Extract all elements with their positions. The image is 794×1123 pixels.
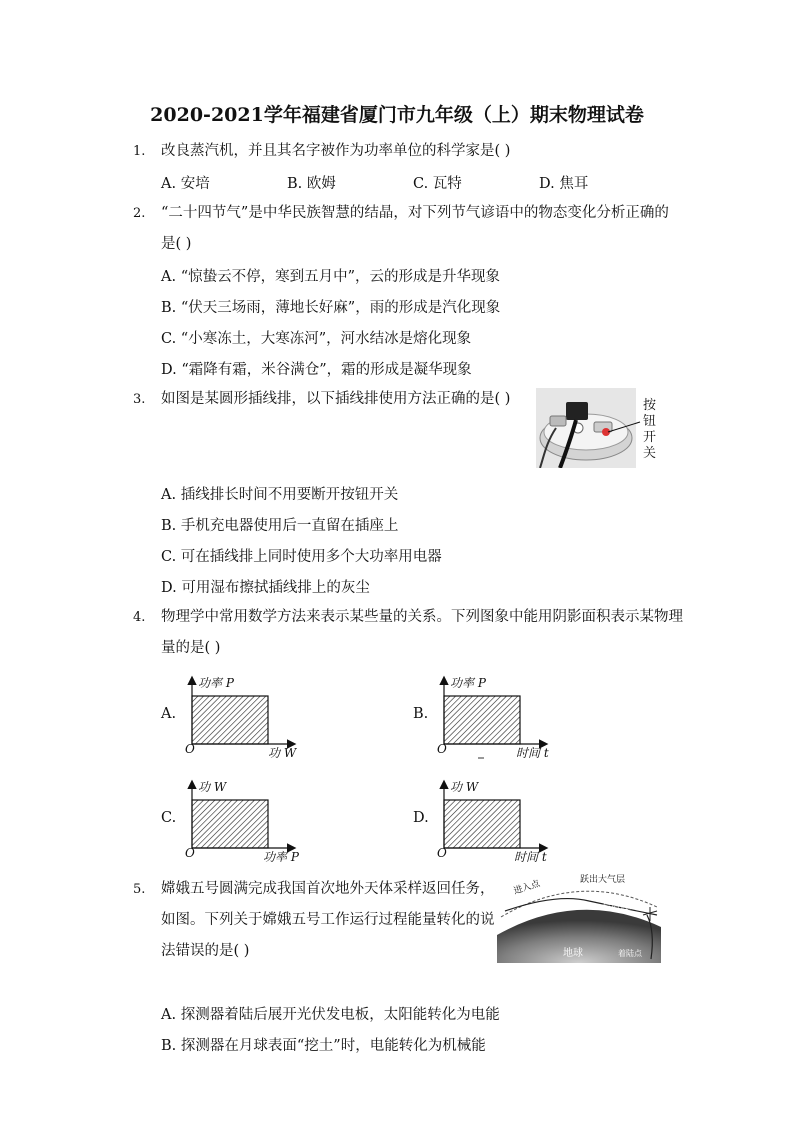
question-text: 改良蒸汽机，并且其名字被作为功率单位的科学家是( ) — [161, 143, 511, 159]
label-final-entry: 最后进入 — [602, 902, 639, 912]
question-text-line1: 物理学中常用数学方法来表示某些量的关系。下列图象中能用阴影面积表示某物理 — [161, 609, 683, 625]
graph-a-x-label: 功 W — [268, 746, 297, 760]
label-exit-atmosphere: 跃出大气层 — [580, 875, 626, 885]
graph-b-x-label: 时间 t — [516, 746, 549, 760]
option-c: C. 瓦特 — [413, 176, 462, 192]
option-d: D. 可用湿布擦拭插线排上的灰尘 — [161, 580, 370, 596]
graph-a-letter: A. — [161, 706, 177, 722]
label-bounce: 反弹 — [541, 904, 560, 914]
power-strip-image — [536, 388, 658, 468]
graph-b-origin: O — [437, 742, 447, 756]
option-c: C. “小寒冻土，大寒冻河”，河水结冰是熔化现象 — [161, 331, 472, 347]
graph-b-letter: B. — [413, 706, 429, 722]
question-number: 3. — [133, 392, 146, 407]
option-a: A. 安培 — [161, 176, 210, 192]
graph-a-origin: O — [185, 742, 195, 756]
question-text-line2: 是( ) — [161, 236, 192, 252]
graph-c-y-label: 功 W — [198, 780, 227, 794]
question-text-line1: 嫦娥五号圆满完成我国首次地外天体采样返回任务， — [161, 881, 495, 897]
label-entry-point: 进入点 — [512, 878, 542, 897]
option-b: B. 手机充电器使用后一直留在插座上 — [161, 518, 399, 534]
option-c: C. 可在插线排上同时使用多个大功率用电器 — [161, 549, 442, 565]
label-earth: 地球 — [563, 948, 583, 959]
option-a: A. 探测器着陆后展开光伏发电板，太阳能转化为电能 — [161, 1007, 500, 1023]
option-a: A. “惊蛰云不停，寒到五月中”，云的形成是升华现象 — [161, 269, 501, 285]
graph-a-y-label: 功率 P — [198, 676, 234, 690]
graph-d-origin: O — [437, 846, 447, 860]
graph-d-x-label: 时间 t — [514, 850, 547, 864]
question-text-line3: 法错误的是( ) — [161, 943, 250, 959]
option-d: D. 焦耳 — [539, 176, 589, 192]
option-b: B. 欧姆 — [287, 176, 336, 192]
option-b: B. 探测器在月球表面“挖土”时，电能转化为机械能 — [161, 1038, 486, 1054]
graph-c-x-label: 功率 P — [263, 850, 299, 864]
question-number: 5. — [133, 882, 146, 897]
question-number: 4. — [133, 610, 146, 625]
button-switch-label: 按 钮 开 关 — [643, 398, 657, 461]
question-text: 如图是某圆形插线排，以下插线排使用方法正确的是( ) — [161, 391, 511, 407]
graph-d-letter: D. — [413, 810, 429, 826]
graph-c-letter: C. — [161, 810, 177, 826]
question-text-line2: 量的是( ) — [161, 640, 221, 656]
graph-c-origin: O — [185, 846, 195, 860]
option-d: D. “霜降有霜，米谷满仓”，霜的形成是凝华现象 — [161, 362, 472, 378]
question-number: 1. — [133, 144, 146, 159]
page-title: 2020-2021学年福建省厦门市九年级（上）期末物理试卷 — [150, 104, 644, 126]
question-text-line2: 如图。下列关于嫦娥五号工作运行过程能量转化的说 — [161, 912, 495, 928]
graph-b-y-label: 功率 P — [450, 676, 486, 690]
graph-d-y-label: 功 W — [450, 780, 479, 794]
option-a: A. 插线排长时间不用要断开按钮开关 — [161, 487, 399, 503]
question-number: 2. — [133, 206, 146, 221]
option-b: B. “伏天三场雨，薄地长好麻”，雨的形成是汽化现象 — [161, 300, 501, 316]
question-text-line1: “二十四节气”是中华民族智慧的结晶，对下列节气谚语中的物态变化分析正确的 — [161, 205, 669, 221]
label-landing-point: 着陆点 — [618, 949, 642, 958]
